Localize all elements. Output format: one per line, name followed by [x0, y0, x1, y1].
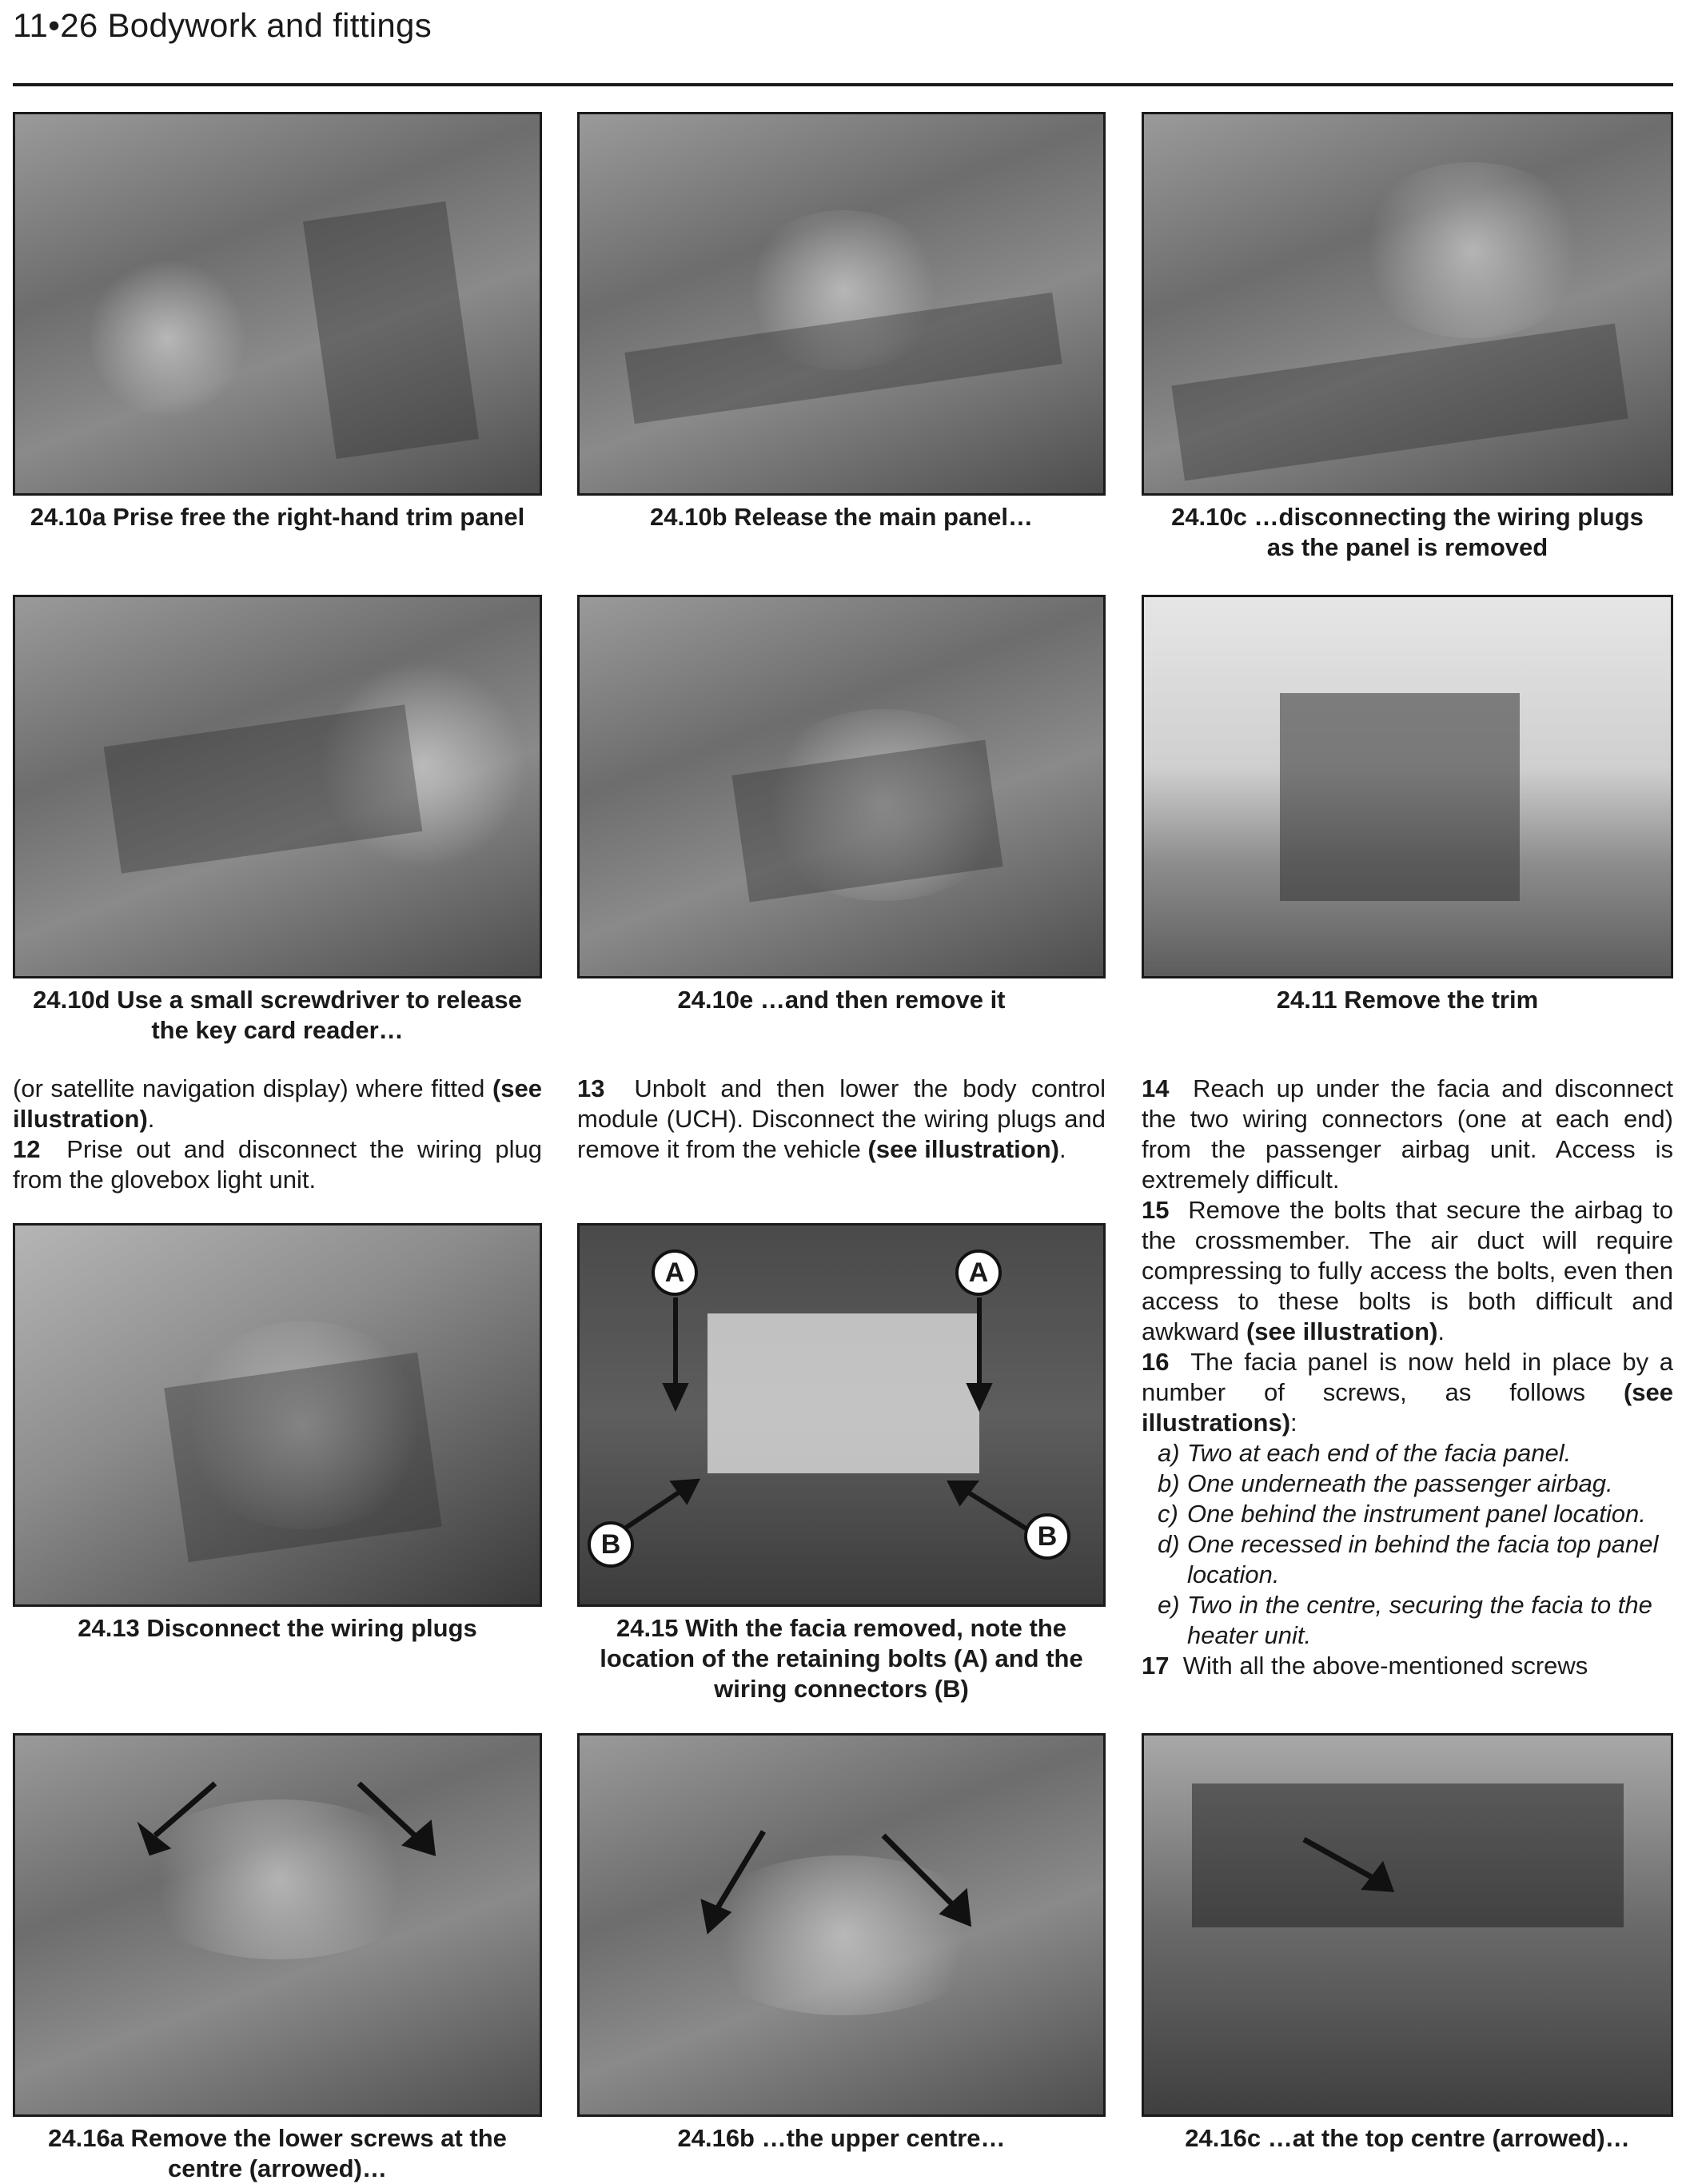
- callout-arrows: [15, 1736, 542, 2117]
- marker-b-left: B: [588, 1521, 634, 1568]
- paragraph-13: 13 Unbolt and then lower the body control module (UCH). Disconnect the wiring plugs and remove it from the vehicle (see illustration).: [577, 1074, 1106, 1163]
- photo-24-13: [13, 1223, 542, 1607]
- caption-24-16a: 24.16a Remove the lower screws at the centre (arrowed)…: [48, 2124, 507, 2182]
- screw-location-list: [1142, 1438, 1673, 1651]
- photo-24-16a: [13, 1733, 542, 2117]
- callout-arrows: [580, 1736, 1106, 2117]
- text-column-1: [13, 1074, 542, 1195]
- photo-24-10b: [577, 112, 1106, 496]
- list-item: d) One recessed in behind the facia top panel location.: [1158, 1530, 1659, 1588]
- caption-24-10c: 24.10c …disconnecting the wiring plugs as the panel is removed: [1171, 503, 1644, 561]
- list-item: a) Two at each end of the facia panel.: [1158, 1439, 1572, 1467]
- header-rule: [13, 83, 1673, 86]
- marker-b-right: B: [1024, 1513, 1070, 1560]
- paragraph-17: 17 With all the above-mentioned screws: [1142, 1652, 1588, 1680]
- caption-24-16b: 24.16b …the upper centre…: [677, 2124, 1006, 2152]
- paragraph-11-continued: (or satellite navigation display) where fitted (see illustration).: [13, 1074, 542, 1133]
- caption-24-10d: 24.10d Use a small screwdriver to release the key card reader…: [33, 986, 522, 1044]
- marker-a-right: A: [955, 1249, 1002, 1296]
- caption-24-16c: 24.16c …at the top centre (arrowed)…: [1185, 2124, 1630, 2152]
- photo-24-15: [577, 1223, 1106, 1607]
- paragraph-15: 15 Remove the bolts that secure the airbag to the crossmember. The air duct will require compressing to fully access the bolts, even then access to these bolts is both difficult and awkward (see illustration).: [1142, 1196, 1673, 1345]
- marker-a-left: A: [652, 1249, 698, 1296]
- text-column-3: [1142, 1074, 1673, 1681]
- photo-24-10d: [13, 595, 542, 978]
- list-item: b) One underneath the passenger airbag.: [1158, 1469, 1613, 1497]
- caption-24-10a: 24.10a Prise free the right-hand trim panel: [30, 503, 525, 531]
- caption-24-13: 24.13 Disconnect the wiring plugs: [78, 1614, 477, 1642]
- caption-24-10e: 24.10e …and then remove it: [677, 986, 1006, 1014]
- paragraph-12: 12 Prise out and disconnect the wiring plug from the glovebox light unit.: [13, 1135, 542, 1194]
- photo-24-10c: [1142, 112, 1673, 496]
- photo-24-10e: [577, 595, 1106, 978]
- paragraph-14: 14 Reach up under the facia and disconnect the two wiring connectors (one at each end) from the passenger airbag unit. Access is extremely difficult.: [1142, 1074, 1673, 1194]
- caption-24-15: 24.15 With the facia removed, note the location of the retaining bolts (A) and the wiring connectors (B): [600, 1614, 1083, 1703]
- list-item: c) One behind the instrument panel location.: [1158, 1500, 1646, 1528]
- caption-24-11: 24.11 Remove the trim: [1276, 986, 1539, 1014]
- photo-24-16c: [1142, 1733, 1673, 2117]
- callout-arrows: [1144, 1736, 1673, 2117]
- list-item: e) Two in the centre, securing the facia to the heater unit.: [1158, 1591, 1652, 1649]
- photo-24-10a: [13, 112, 542, 496]
- caption-24-10b: 24.10b Release the main panel…: [650, 503, 1033, 531]
- photo-24-16b: [577, 1733, 1106, 2117]
- photo-24-11: [1142, 595, 1673, 978]
- text-column-2: [577, 1074, 1106, 1165]
- page-header: 11•26 Bodywork and fittings: [13, 6, 432, 44]
- paragraph-16: 16 The facia panel is now held in place by a number of screws, as follows (see illustrations):: [1142, 1348, 1673, 1437]
